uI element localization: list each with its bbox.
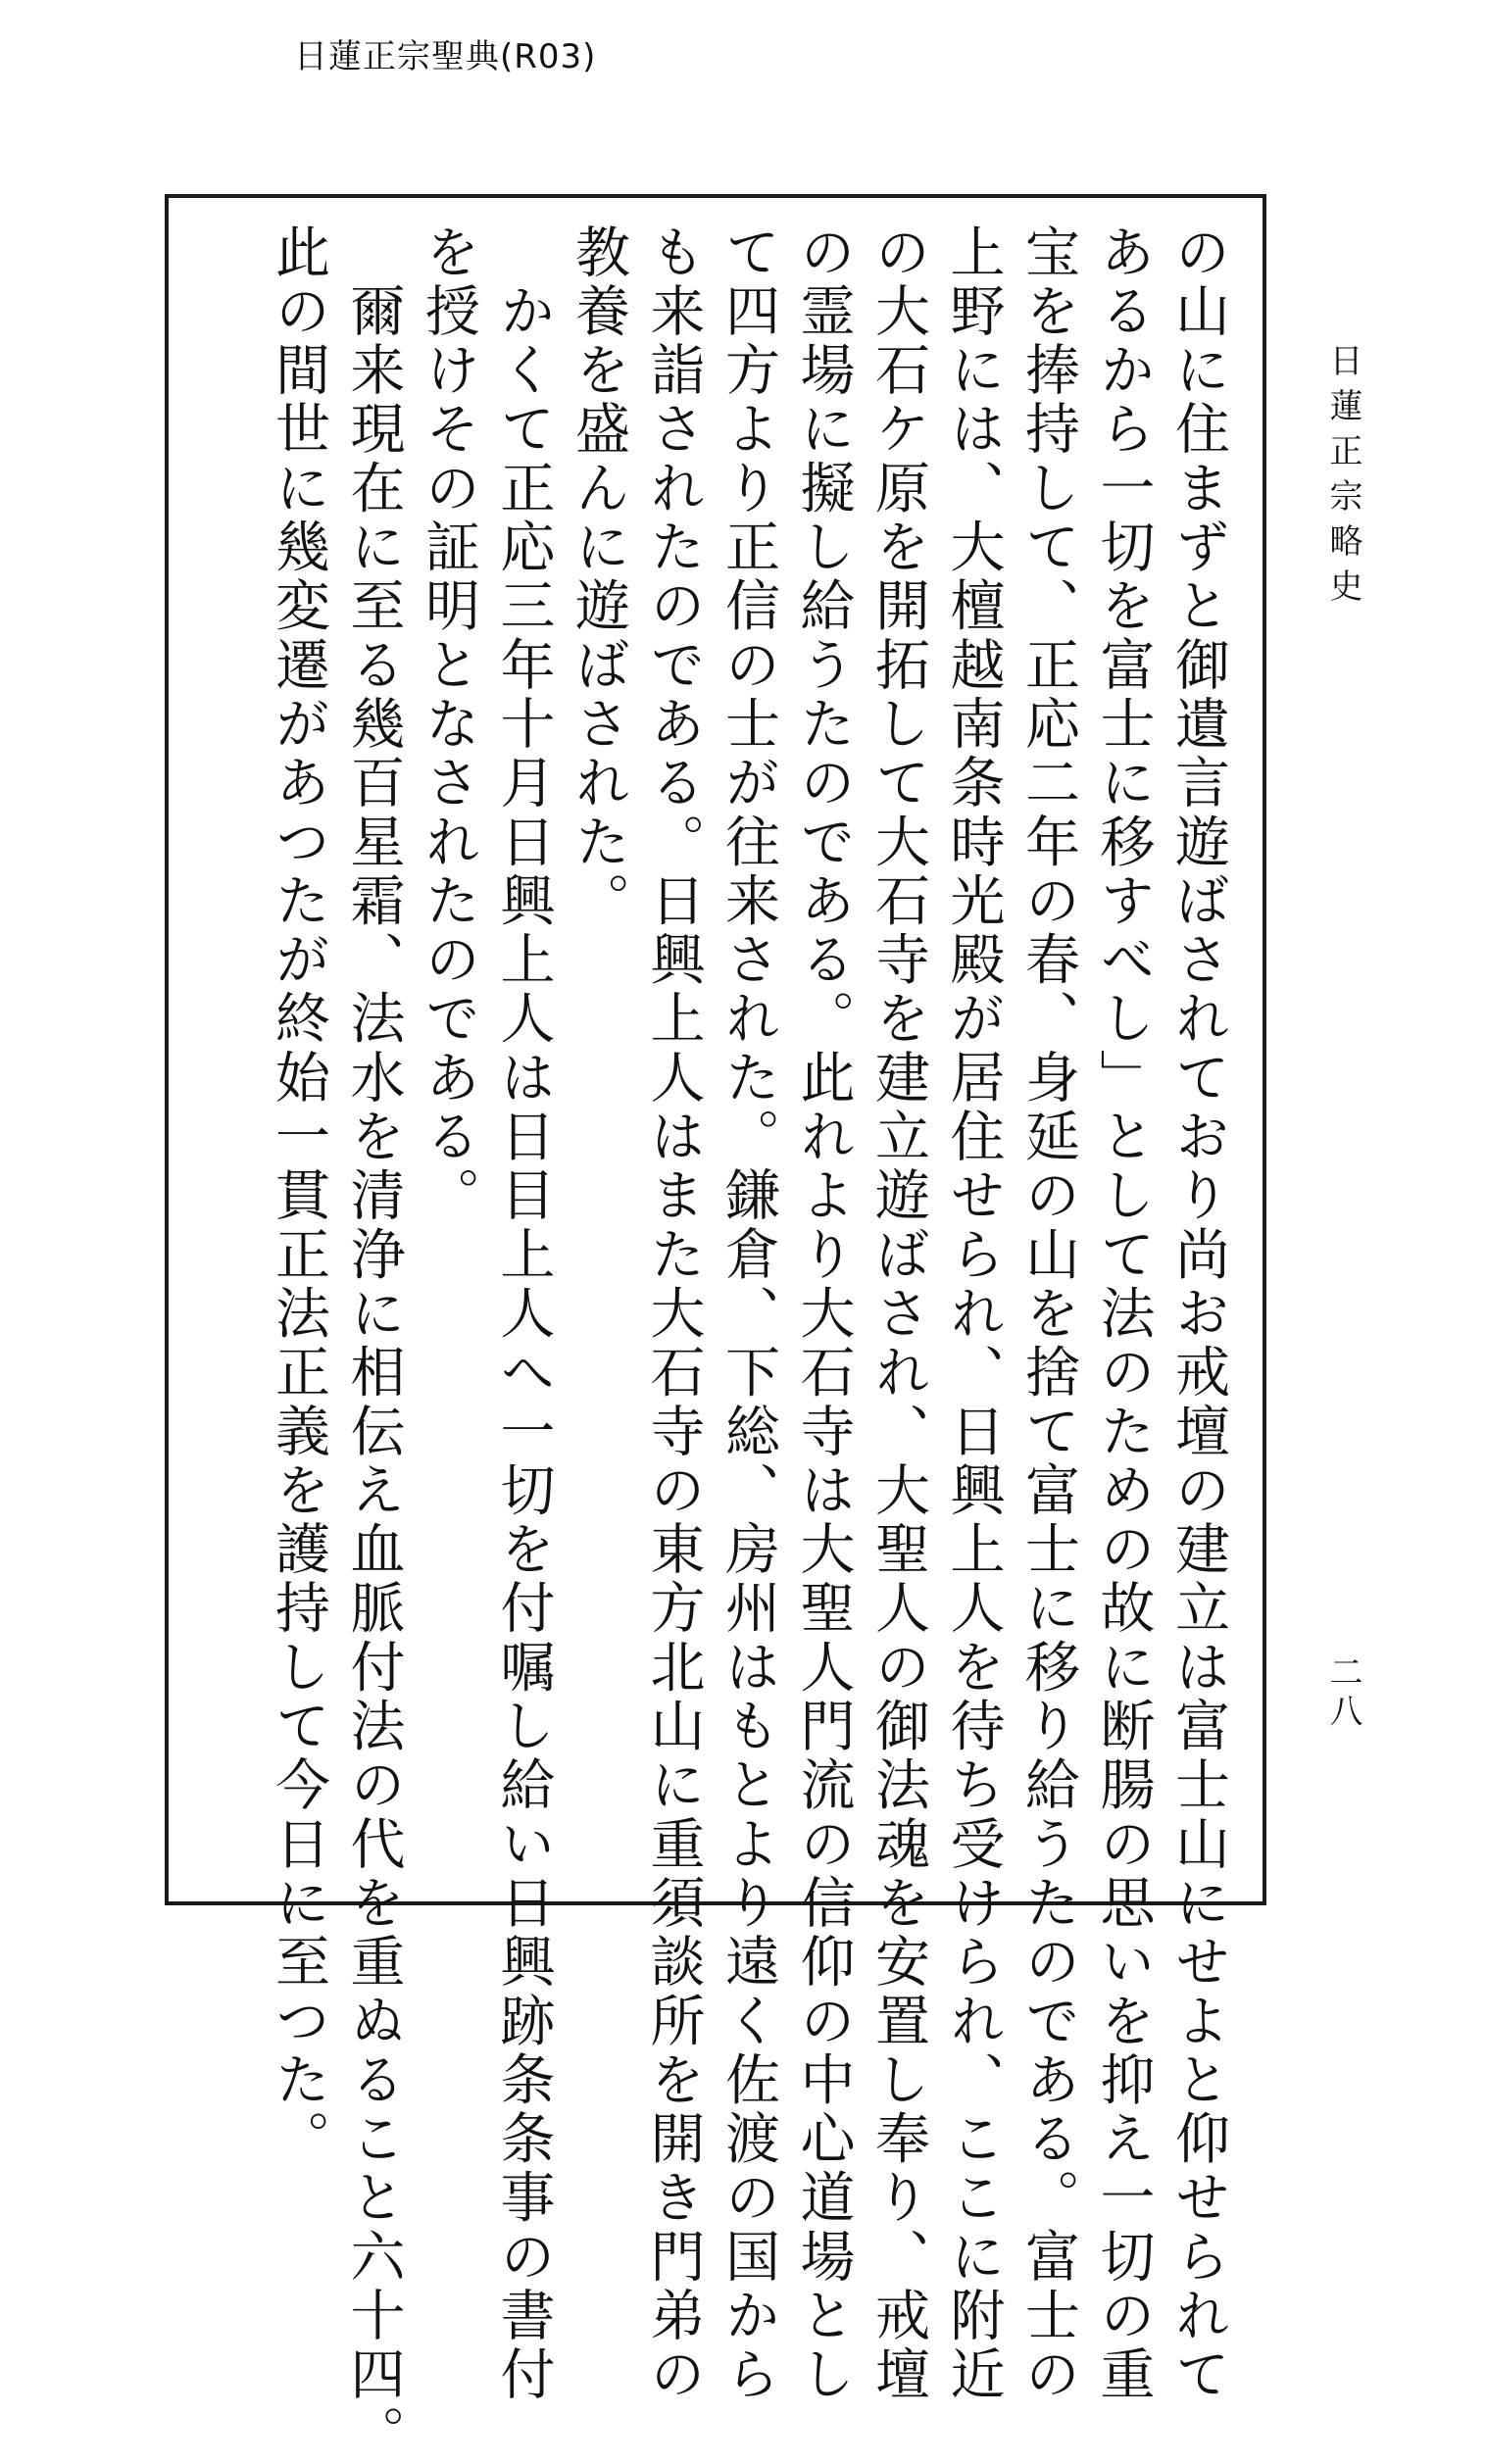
- page-number: 二八: [1323, 1654, 1362, 1733]
- body-line: 爾来現在に至る幾百星霜、法水を清浄に相伝え血脈付法の代を重ぬること六十四。: [341, 223, 406, 2464]
- body-line: あるから一切を富士に移すべし」として法のための故に断腸の思いを抑え一切の重: [1091, 223, 1156, 2405]
- body-line: 宝を捧持して、正応二年の春、身延の山を捨て富士に移り給うたのである。富士の: [1016, 223, 1080, 2405]
- body-line: の山に住まずと御遺言遊ばされており尚お戒壇の建立は富士山にせよと仰せられて: [1166, 223, 1230, 2405]
- vertical-body-text: [216, 223, 1235, 2464]
- body-line: を授けその証明となされたのである。: [417, 223, 480, 1226]
- running-title: 日蓮正宗略史: [1323, 343, 1362, 614]
- body-line: 上野には、大檀越南条時光殿が居住せられ、日興上人を待ち受けられ、ここに附近: [941, 223, 1006, 2405]
- body-line: も来詣されたのである。日興上人はまた大石寺の東方北山に重須談所を開き門弟の: [641, 223, 706, 2405]
- body-line: 教養を盛んに遊ばされた。: [567, 223, 630, 931]
- body-line: の霊場に擬し給うたのである。此れより大石寺は大聖人門流の信仰の中心道場とし: [791, 223, 856, 2405]
- body-line: の大石ケ原を開拓して大石寺を建立遊ばされ、大聖人の御法魂を安置し奉り、戒壇: [867, 223, 930, 2405]
- body-line: 此の間世に幾変遷があつたが終始一貫正法正義を護持して今日に至つた。: [267, 223, 330, 2169]
- document-header-title: 日蓮正宗聖典(R03): [294, 37, 597, 76]
- body-line: かくて正応三年十月日興上人は日目上人へ一切を付嘱し給い日興跡条条事の書付: [491, 223, 556, 2405]
- body-line: て四方より正信の士が往来された。鎌倉、下総、房州はもとより遠く佐渡の国から: [717, 223, 780, 2405]
